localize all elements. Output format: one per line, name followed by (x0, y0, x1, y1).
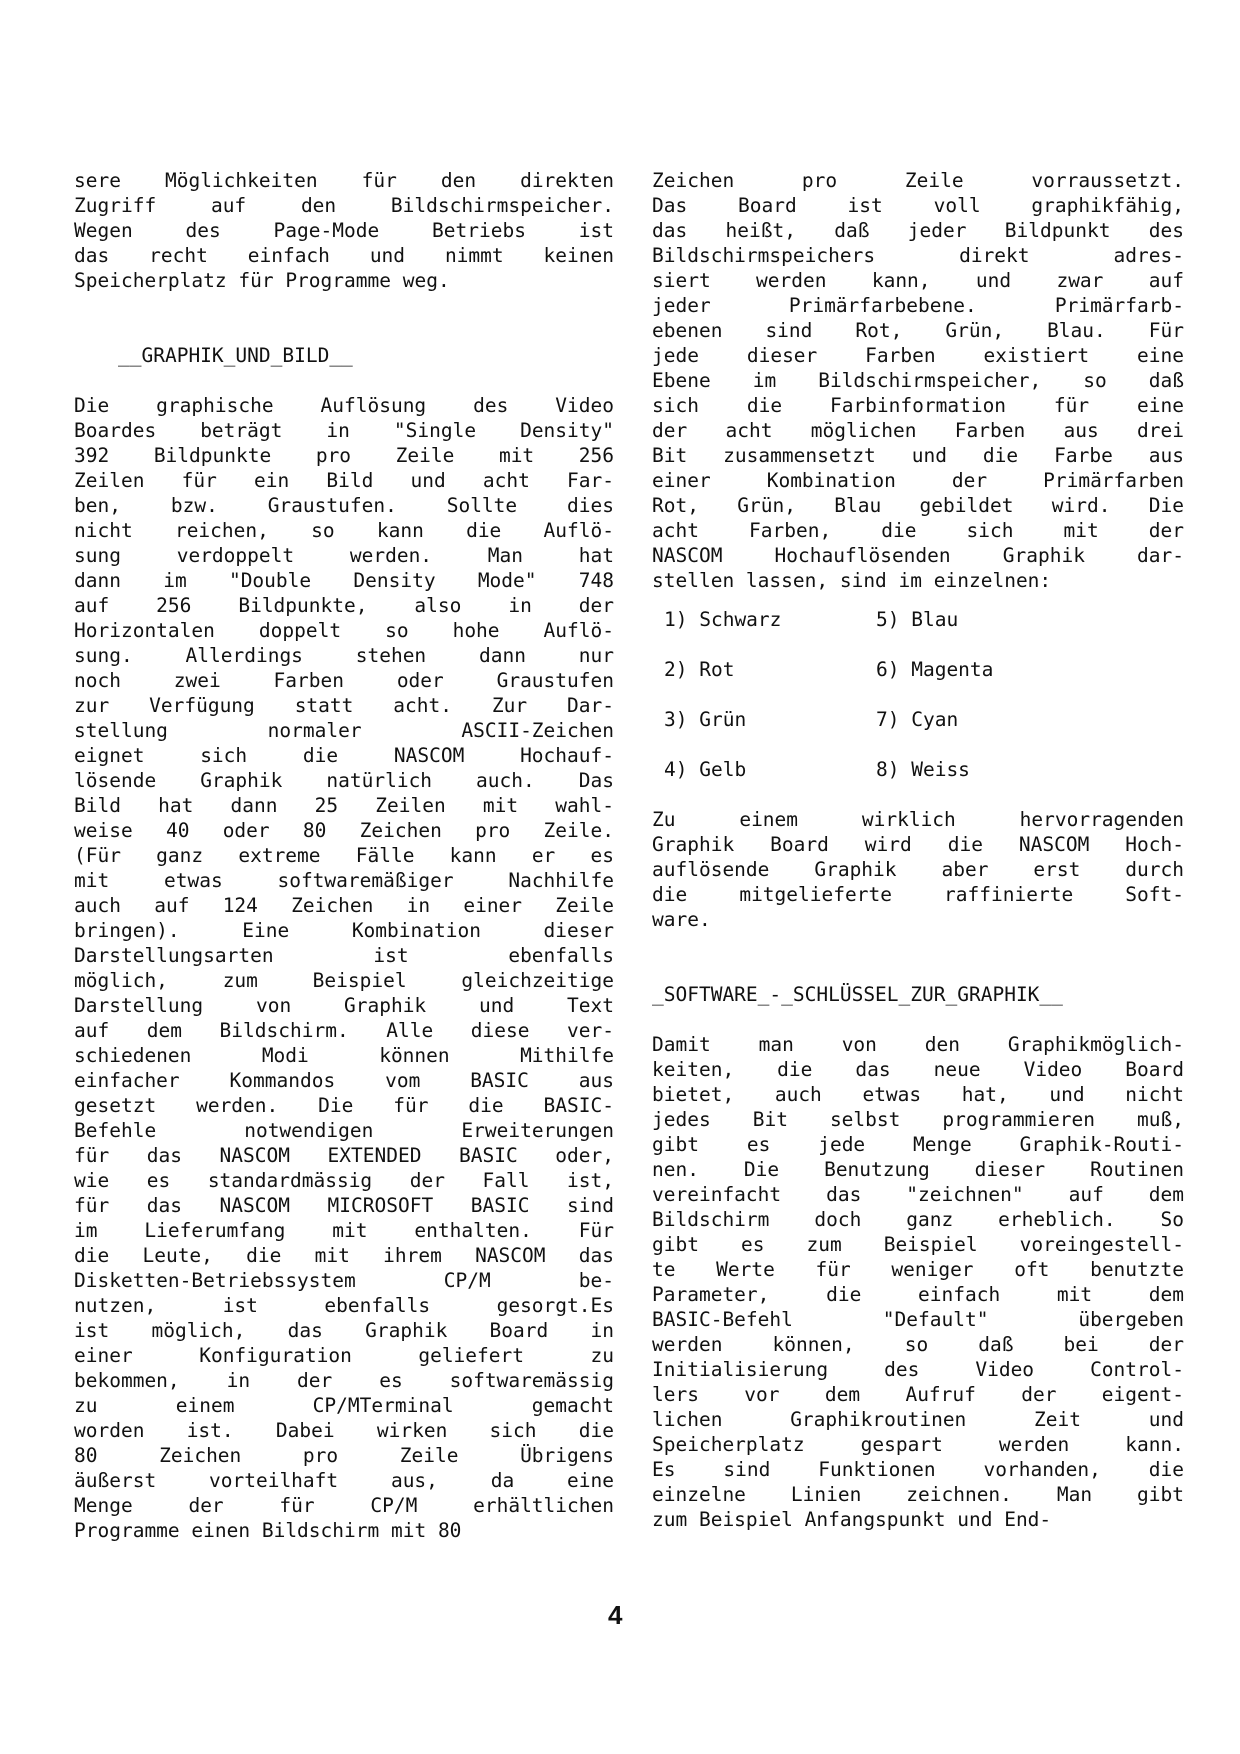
text-line: ben, bzw. Graustufen. Sollte dies (74, 494, 614, 517)
text-line: Darstellungsarten ist ebenfalls (74, 944, 614, 967)
text-line: Damit man von den Graphikmöglich- (652, 1033, 1184, 1056)
text-line: das recht einfach und nimmt keinen (74, 244, 614, 267)
text-line: worden ist. Dabei wirken sich die (74, 1419, 614, 1442)
text-line: auf dem Bildschirm. Alle diese ver- (74, 1019, 614, 1042)
text-line: einzelne Linien zeichnen. Man gibt (652, 1483, 1184, 1506)
text-line: Bildschirmspeichers direkt adres- (652, 244, 1184, 267)
text-line: Bild hat dann 25 Zeilen mit wahl- (74, 794, 614, 817)
text-line: Initialisierung des Video Control- (652, 1358, 1184, 1381)
text-line: Rot, Grün, Blau gebildet wird. Die (652, 494, 1184, 517)
text-line: Zugriff auf den Bildschirmspeicher. (74, 194, 614, 217)
text-line: schiedenen Modi können Mithilfe (74, 1044, 614, 1067)
color-item-8: 8) Weiss (876, 758, 970, 781)
left-intro-paragraph (74, 168, 614, 293)
text-line: BASIC-Befehl "Default" übergeben (652, 1308, 1184, 1331)
text-line: Speicherplatz für Programme weg. (74, 269, 450, 292)
text-line: 80 Zeichen pro Zeile Übrigens (74, 1444, 614, 1467)
text-line: Speicherplatz gespart werden kann. (652, 1433, 1184, 1456)
text-line: wie es standardmässig der Fall ist, (74, 1169, 614, 1192)
text-line: Programme einen Bildschirm mit 80 (74, 1519, 462, 1542)
text-line: ebenen sind Rot, Grün, Blau. Für (652, 319, 1184, 342)
text-line: einer Konfiguration geliefert zu (74, 1344, 614, 1367)
text-line: auflösende Graphik aber erst durch (652, 858, 1184, 881)
text-line: für das NASCOM EXTENDED BASIC oder, (74, 1144, 614, 1167)
text-line: möglich, zum Beispiel gleichzeitige (74, 969, 614, 992)
text-line: gesetzt werden. Die für die BASIC- (74, 1094, 614, 1117)
section-heading-graphik-und-bild: __GRAPHIK_UND_BILD__ (118, 344, 353, 367)
text-line: weise 40 oder 80 Zeichen pro Zeile. (74, 819, 614, 842)
right-outro-paragraph (652, 807, 1184, 932)
text-line: sung verdoppelt werden. Man hat (74, 544, 614, 567)
text-line: gibt es zum Beispiel voreingestell- (652, 1233, 1184, 1256)
text-line: lichen Graphikroutinen Zeit und (652, 1408, 1184, 1431)
text-line: werden können, so daß bei der (652, 1333, 1184, 1356)
text-line: ware. (652, 908, 711, 931)
text-line: jeder Primärfarbebene. Primärfarb- (652, 294, 1184, 317)
color-item-6: 6) Magenta (876, 658, 994, 681)
color-item-3: 3) Grün (664, 708, 747, 731)
text-line: sung. Allerdings stehen dann nur (74, 644, 614, 667)
color-item-7: 7) Cyan (876, 708, 959, 731)
text-line: nen. Die Benutzung dieser Routinen (652, 1158, 1184, 1181)
text-line: bringen). Eine Kombination dieser (74, 919, 614, 942)
text-line: stellen lassen, sind im einzelnen: (652, 569, 1052, 592)
right-column (652, 168, 1184, 1532)
text-line: der acht möglichen Farben aus drei (652, 419, 1184, 442)
text-line: gibt es jede Menge Graphik-Routi- (652, 1133, 1184, 1156)
text-line: einer Kombination der Primärfarben (652, 469, 1184, 492)
color-item-5: 5) Blau (876, 608, 959, 631)
text-line: die mitgelieferte raffinierte Soft- (652, 883, 1184, 906)
text-line: auf 256 Bildpunkte, also in der (74, 594, 614, 617)
text-line: im Lieferumfang mit enthalten. Für (74, 1219, 614, 1242)
text-line: dann im "Double Density Mode" 748 (74, 569, 614, 592)
text-line: mit etwas softwaremäßiger Nachhilfe (74, 869, 614, 892)
text-line: Bildschirm doch ganz erheblich. So (652, 1208, 1184, 1231)
color-item-4: 4) Gelb (664, 758, 747, 781)
text-line: zu einem CP/MTerminal gemacht (74, 1394, 614, 1417)
text-line: eignet sich die NASCOM Hochauf- (74, 744, 614, 767)
text-line: Ebene im Bildschirmspeicher, so daß (652, 369, 1184, 392)
left-body-paragraph (74, 393, 614, 1543)
text-line: stellung normaler ASCII-Zeichen (74, 719, 614, 742)
text-line: 392 Bildpunkte pro Zeile mit 256 (74, 444, 614, 467)
text-line: Befehle notwendigen Erweiterungen (74, 1119, 614, 1142)
text-line: bekommen, in der es softwaremässig (74, 1369, 614, 1392)
text-line: Disketten-Betriebssystem CP/M be- (74, 1269, 614, 1292)
text-line: einfacher Kommandos vom BASIC aus (74, 1069, 614, 1092)
text-line: Parameter, die einfach mit dem (652, 1283, 1184, 1306)
text-line: jede dieser Farben existiert eine (652, 344, 1184, 367)
text-line: sere Möglichkeiten für den direkten (74, 169, 614, 192)
text-line: Wegen des Page-Mode Betriebs ist (74, 219, 614, 242)
text-line: acht Farben, die sich mit der (652, 519, 1184, 542)
text-line: Horizontalen doppelt so hohe Auflö- (74, 619, 614, 642)
text-line: Das Board ist voll graphikfähig, (652, 194, 1184, 217)
text-line: Es sind Funktionen vorhanden, die (652, 1458, 1184, 1481)
text-line: Bit zusammensetzt und die Farbe aus (652, 444, 1184, 467)
text-line: für das NASCOM MICROSOFT BASIC sind (74, 1194, 614, 1217)
text-line: lösende Graphik natürlich auch. Das (74, 769, 614, 792)
text-line: Boardes beträgt in "Single Density" (74, 419, 614, 442)
text-line: Die graphische Auflösung des Video (74, 394, 614, 417)
text-line: Zeichen pro Zeile vorraussetzt. (652, 169, 1184, 192)
text-line: die Leute, die mit ihrem NASCOM das (74, 1244, 614, 1267)
text-line: das heißt, daß jeder Bildpunkt des (652, 219, 1184, 242)
right-intro-paragraph (652, 168, 1184, 593)
text-line: te Werte für weniger oft benutzte (652, 1258, 1184, 1281)
text-line: Menge der für CP/M erhältlichen (74, 1494, 614, 1517)
text-line: zum Beispiel Anfangspunkt und End- (652, 1508, 1052, 1531)
text-line: Zeilen für ein Bild und acht Far- (74, 469, 614, 492)
text-line: ist möglich, das Graphik Board in (74, 1319, 614, 1342)
text-line: siert werden kann, und zwar auf (652, 269, 1184, 292)
color-list (652, 607, 1184, 807)
text-line: bietet, auch etwas hat, und nicht (652, 1083, 1184, 1106)
section-heading-software: _SOFTWARE_-_SCHLÜSSEL_ZUR_GRAPHIK__ (652, 983, 1063, 1006)
color-item-1: 1) Schwarz (664, 608, 782, 631)
text-line: nicht reichen, so kann die Auflö- (74, 519, 614, 542)
text-line: Graphik Board wird die NASCOM Hoch- (652, 833, 1184, 856)
text-line: äußerst vorteilhaft aus, da eine (74, 1469, 614, 1492)
text-line: noch zwei Farben oder Graustufen (74, 669, 614, 692)
text-line: nutzen, ist ebenfalls gesorgt.Es (74, 1294, 614, 1317)
left-column (74, 168, 614, 1543)
text-line: lers vor dem Aufruf der eigent- (652, 1383, 1184, 1406)
color-item-2: 2) Rot (664, 658, 735, 681)
text-line: NASCOM Hochauflösenden Graphik dar- (652, 544, 1184, 567)
text-line: jedes Bit selbst programmieren muß, (652, 1108, 1184, 1131)
text-line: auch auf 124 Zeichen in einer Zeile (74, 894, 614, 917)
text-line: (Für ganz extreme Fälle kann er es (74, 844, 614, 867)
text-line: sich die Farbinformation für eine (652, 394, 1184, 417)
text-line: keiten, die das neue Video Board (652, 1058, 1184, 1081)
right-body-paragraph (652, 1032, 1184, 1532)
text-line: Darstellung von Graphik und Text (74, 994, 614, 1017)
text-line: Zu einem wirklich hervorragenden (652, 808, 1184, 831)
text-line: zur Verfügung statt acht. Zur Dar- (74, 694, 614, 717)
text-line: vereinfacht das "zeichnen" auf dem (652, 1183, 1184, 1206)
page-number: 4 (608, 1600, 623, 1630)
